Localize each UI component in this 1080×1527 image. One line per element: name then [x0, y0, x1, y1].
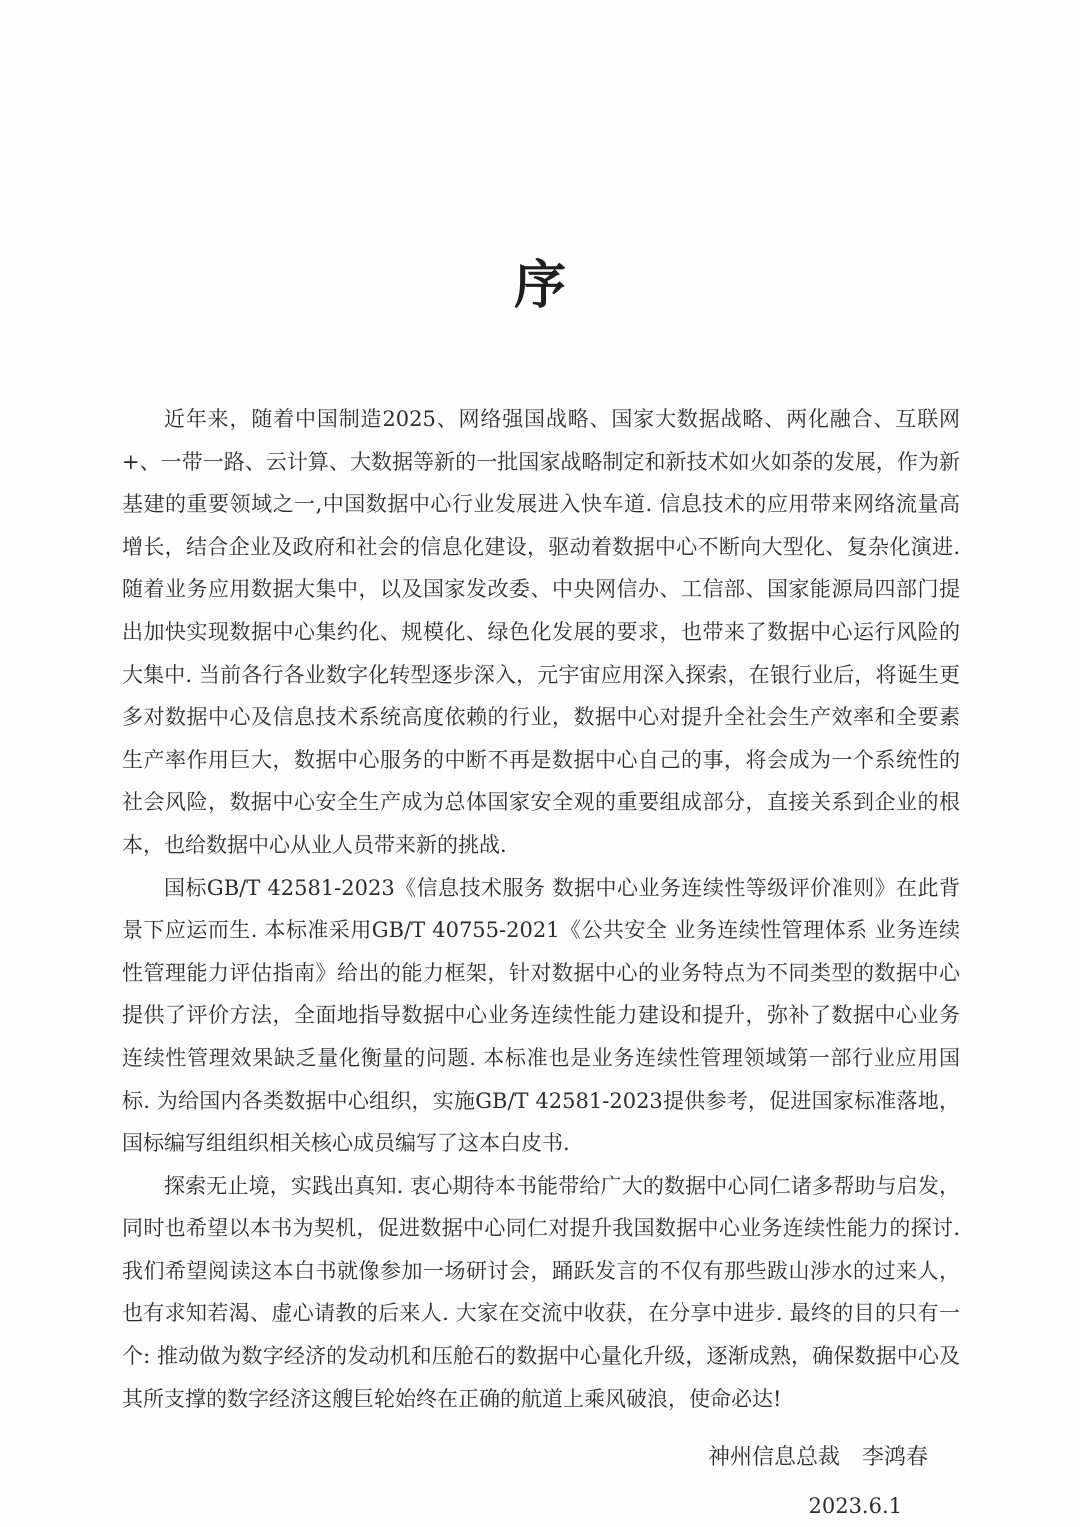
signature: 神州信息总裁 李鸿春	[707, 1445, 928, 1471]
page-title: 序	[513, 255, 568, 316]
preface-body	[122, 398, 960, 1420]
signature-date: 2023.6.1	[808, 1494, 902, 1519]
signature-block	[122, 1436, 960, 1527]
preface-paragraph-2: 国标GB/T 42581-2023《信息技术服务 数据中心业务连续性等级评价准则》在此背景下应运而生. 本标准采用GB/T 40755-2021《公共安全 业务连续性管理体系 业务连续性管理能力评估指南》给出的能力框架，针对数据中心的业务特点为不同类型的数据中心提供了评价方法，全面地指导数据中心业务连续性能力建设和提升，弥补了数据中心业务连续性管理效果缺乏量化衡量的问题. 本标准也是业务连续性管理领域第一部行业应用国标. 为给国内各类数据中心组织，实施GB/T 42581-2023提供参考，促进国家标准落地，国标编写组组织相关核心成员编写了这本白皮书.	[122, 875, 960, 1156]
preface-paragraph-1: 近年来，随着中国制造2025、网络强国战略、国家大数据战略、两化融合、互联网+、一带一路、云计算、大数据等新的一批国家战略制定和新技术如火如荼的发展，作为新基建的重要领域之一,中国数据中心行业发展进入快车道. 信息技术的应用带来网络流量高增长，结合企业及政府和社会的信息化建设，驱动着数据中心不断向大型化、复杂化演进. 随着业务应用数据大集中，以及国家发改委、中央网信办、工信部、国家能源局四部门提出加快实现数据中心集约化、规模化、绿色化发展的要求，也带来了数据中心运行风险的大集中. 当前各行各业数字化转型逐步深入，元宇宙应用深入探索，在银行业后，将诞生更多对数据中心及信息技术系统高度依赖的行业，数据中心对提升全社会生产效率和全要素生产率作用巨大，数据中心服务的中断不再是数据中心自己的事，将会成为一个系统性的社会风险，数据中心安全生产成为总体国家安全观的重要组成部分，直接关系到企业的根本，也给数据中心从业人员带来新的挑战.	[122, 407, 960, 857]
preface-paragraph-3: 探索无止境，实践出真知. 衷心期待本书能带给广大的数据中心同仁诸多帮助与启发，同时也希望以本书为契机，促进数据中心同仁对提升我国数据中心业务连续性能力的探讨. 我们希望阅读这本白书就像参加一场研讨会，踊跃发言的不仅有那些跋山涉水的过来人，也有求知若渴、虚心请教的后来人. 大家在交流中收获，在分享中进步. 最终的目的只有一个: 推动做为数字经济的发动机和压舱石的数据中心量化升级，逐渐成熟，确保数据中心及其所支撑的数字经济这艘巨轮始终在正确的航道上乘风破浪，使命必达!	[122, 1173, 960, 1411]
